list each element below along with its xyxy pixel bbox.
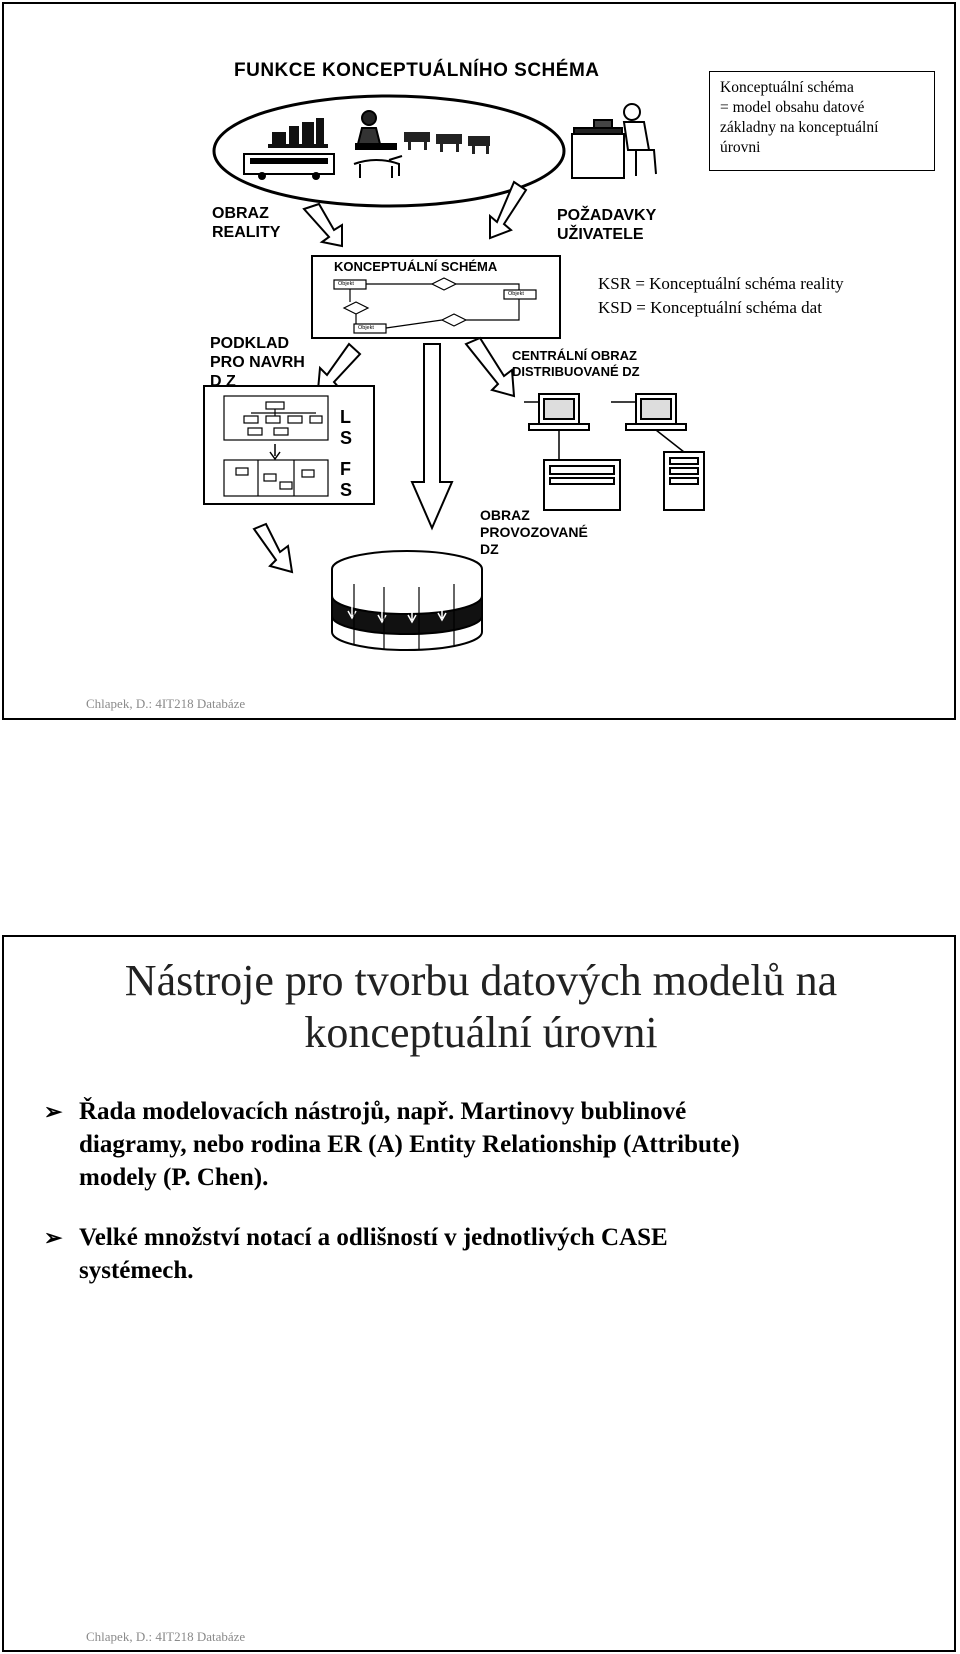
schema-box-title: KONCEPTUÁLNÍ SCHÉMA bbox=[334, 259, 498, 274]
server-icon bbox=[544, 460, 620, 510]
definition-line: úrovni bbox=[720, 139, 761, 156]
slide-title-line: konceptuální úrovni bbox=[304, 1008, 658, 1057]
server-icon bbox=[664, 452, 704, 510]
label-reality: OBRAZ REALITY bbox=[212, 205, 281, 241]
figure-title: FUNKCE KONCEPTUÁLNÍHO SCHÉMA bbox=[234, 60, 600, 81]
label-operated-image: OBRAZ PROVOZOVANÉ DZ bbox=[480, 507, 588, 557]
office-desks-icon bbox=[404, 132, 490, 154]
definition-line: Konceptuální schéma bbox=[720, 79, 854, 96]
bullet-item bbox=[44, 1095, 924, 1194]
schema-entity-label: Objekt bbox=[508, 291, 524, 297]
factory-icon bbox=[268, 118, 328, 148]
fs-diagram bbox=[224, 460, 328, 496]
slide-footer: Chlapek, D.: 4IT218 Databáze bbox=[86, 696, 246, 711]
bullet-line: Velké množství notací a odlišností v jednotlivých CASE bbox=[79, 1224, 668, 1251]
cows-icon bbox=[354, 156, 402, 178]
arrow-reality bbox=[304, 204, 342, 246]
user-at-computer-icon bbox=[572, 104, 656, 178]
definition-line: základny na konceptuální bbox=[720, 119, 879, 136]
arrow-operated bbox=[412, 344, 452, 528]
label-ls: L S bbox=[340, 407, 353, 448]
slide-title bbox=[4, 955, 958, 1059]
slide-data-modeling-tools bbox=[2, 935, 956, 1652]
abbreviation-ksr: KSR = Konceptuální schéma reality bbox=[598, 274, 844, 293]
computer-icon bbox=[626, 394, 686, 430]
label-user-requirements: POŽADAVKY UŽIVATELE bbox=[557, 207, 657, 243]
bullet-line: modely (P. Chen). bbox=[79, 1164, 269, 1191]
bullet-line: Řada modelovacích nástrojů, např. Martinovy bublinové bbox=[79, 1098, 687, 1125]
arrow-central bbox=[466, 338, 514, 396]
arrow-design bbox=[318, 344, 360, 390]
arrow-to-database bbox=[254, 524, 292, 572]
bullet-line: systémech. bbox=[79, 1257, 194, 1284]
abbreviation-ksd: KSD = Konceptuální schéma dat bbox=[598, 298, 822, 317]
bullet-item bbox=[44, 1221, 924, 1287]
computer-icon bbox=[529, 394, 589, 430]
bullet-arrow-icon: ➢ bbox=[44, 1225, 63, 1250]
slide-footer: Chlapek, D.: 4IT218 Databáze bbox=[86, 1629, 246, 1644]
slide-conceptual-schema-function bbox=[2, 2, 956, 720]
bullet-line: diagramy, nebo rodina ER (A) Entity Relationship (Attribute) bbox=[79, 1131, 740, 1158]
conceptual-schema-illustration bbox=[4, 4, 954, 718]
bullet-arrow-icon: ➢ bbox=[44, 1099, 63, 1124]
label-fs: F S bbox=[340, 459, 353, 500]
label-design-basis: PODKLAD PRO NAVRH D Z bbox=[210, 335, 305, 390]
ls-diagram bbox=[224, 396, 328, 440]
schema-entity-label: Objekt bbox=[358, 325, 374, 331]
database-icon bbox=[332, 551, 482, 650]
bus-icon bbox=[244, 154, 334, 180]
schema-entity-label: Objekt bbox=[338, 281, 354, 287]
worker-icon bbox=[356, 111, 396, 149]
definition-line: = model obsahu datové bbox=[720, 99, 865, 116]
label-central-image: CENTRÁLNÍ OBRAZ DISTRIBUOVANÉ DZ bbox=[512, 348, 640, 379]
slide-title-line: Nástroje pro tvorbu datových modelů na bbox=[124, 956, 838, 1005]
